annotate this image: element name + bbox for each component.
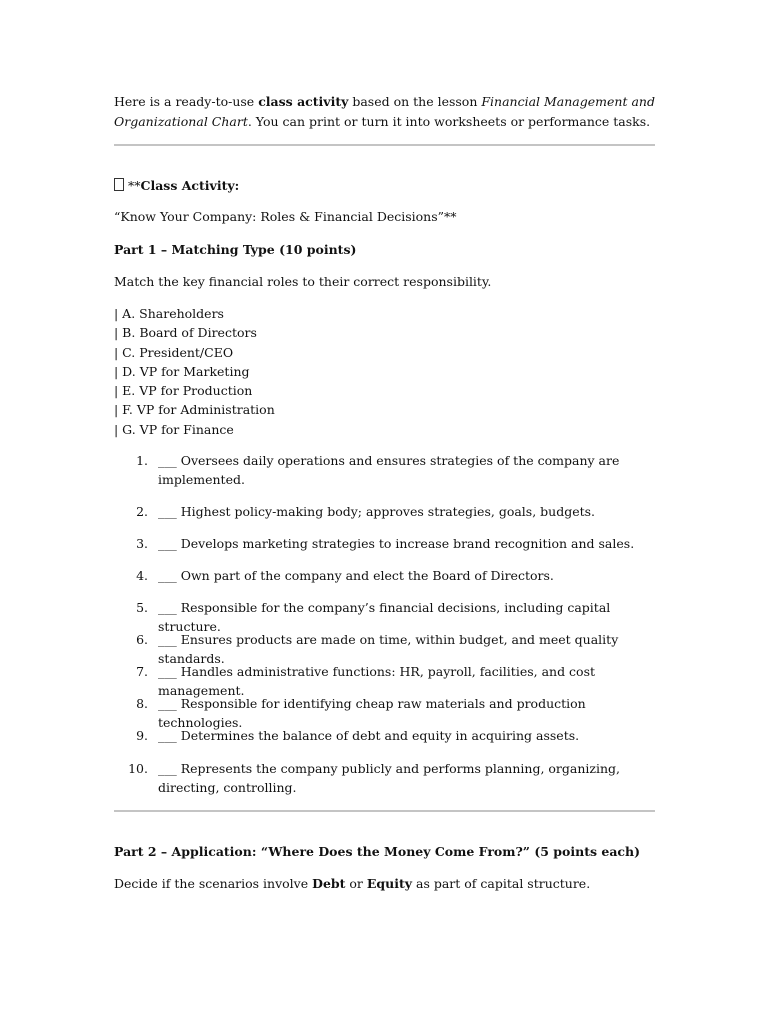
question-number: 2.: [136, 504, 148, 519]
activity-subtitle: “Know Your Company: Roles & Financial Decisions”**: [114, 209, 457, 224]
question-text: ___ Oversees daily operations and ensures strategies of the company are implemented.: [158, 453, 620, 487]
part2-text: Decide if the scenarios involve: [114, 876, 313, 891]
lesson-title: Financial Management and Organizational Chart: [114, 94, 655, 129]
part1-title-text: Part 1 – Matching Type (10 points): [114, 242, 357, 257]
equity-term: Equity: [366, 876, 413, 891]
question-number: 5.: [136, 600, 148, 615]
role-item: | E. VP for Production: [114, 383, 253, 399]
part2-text: or: [345, 876, 367, 891]
question-text: ___ Responsible for identifying cheap raw materials and production technologies.: [158, 696, 586, 730]
part1-title: [114, 240, 659, 260]
intro-text: . You can print or turn it into worksheets or performance tasks.: [247, 113, 651, 129]
question-number: 3.: [136, 536, 148, 551]
debt-term: Debt: [312, 876, 346, 891]
role-item: | B. Board of Directors: [114, 325, 257, 341]
question-number: 9.: [136, 728, 148, 743]
question-text: ___ Develops marketing strategies to increase brand recognition and sales.: [158, 536, 635, 551]
question-text: ___ Handles administrative functions: HR, payroll, facilities, and cost management.: [158, 664, 596, 698]
question-text: ___ Ensures products are made on time, within budget, and meet quality standards.: [158, 632, 619, 666]
question-text: ___ Own part of the company and elect the Board of Directors.: [158, 568, 554, 583]
intro-paragraph: [114, 92, 659, 131]
part2-title: [114, 842, 659, 862]
role-item: | A. Shareholders: [114, 306, 224, 321]
horizontal-rule: [114, 144, 655, 146]
intro-text: Here is a ready-to-use: [114, 94, 259, 109]
question-number: 7.: [136, 664, 148, 679]
role-item: | G. VP for Finance: [114, 421, 234, 437]
question-number: 1.: [136, 453, 148, 468]
part1-instruction: Match the key financial roles to their correct responsibility.: [114, 274, 492, 289]
question-number: 4.: [136, 568, 148, 583]
part2-text: as part of capital structure.: [412, 876, 591, 891]
question-number: 8.: [136, 696, 148, 711]
role-item: | D. VP for Marketing: [114, 363, 250, 379]
activity-prefix: **: [128, 178, 141, 193]
activity-heading: [114, 176, 659, 196]
question-text: ___ Highest policy-making body; approves strategies, goals, budgets.: [158, 504, 596, 519]
question-number: 10.: [128, 761, 148, 776]
role-item: | C. President/CEO: [114, 344, 234, 360]
question-number: 6.: [136, 632, 148, 647]
role-item: | F. VP for Administration: [114, 402, 275, 418]
part2-instruction: [114, 874, 659, 894]
horizontal-rule: [114, 810, 655, 812]
intro-text: based on the lesson: [348, 94, 482, 109]
part2-title-text: Part 2 – Application: “Where Does the Money Come From?” (5 points each): [114, 844, 641, 859]
question-text: ___ Determines the balance of debt and equity in acquiring assets.: [158, 728, 580, 743]
question-text: ___ Represents the company publicly and performs planning, organizing, directing, controlling.: [158, 761, 621, 795]
intro-bold: class activity: [258, 94, 349, 109]
missing-glyph-icon: [114, 178, 124, 191]
roles-list: [114, 304, 275, 439]
activity-heading-text: Class Activity:: [140, 178, 240, 193]
question-text: ___ Responsible for the company’s financial decisions, including capital structure.: [158, 600, 611, 634]
